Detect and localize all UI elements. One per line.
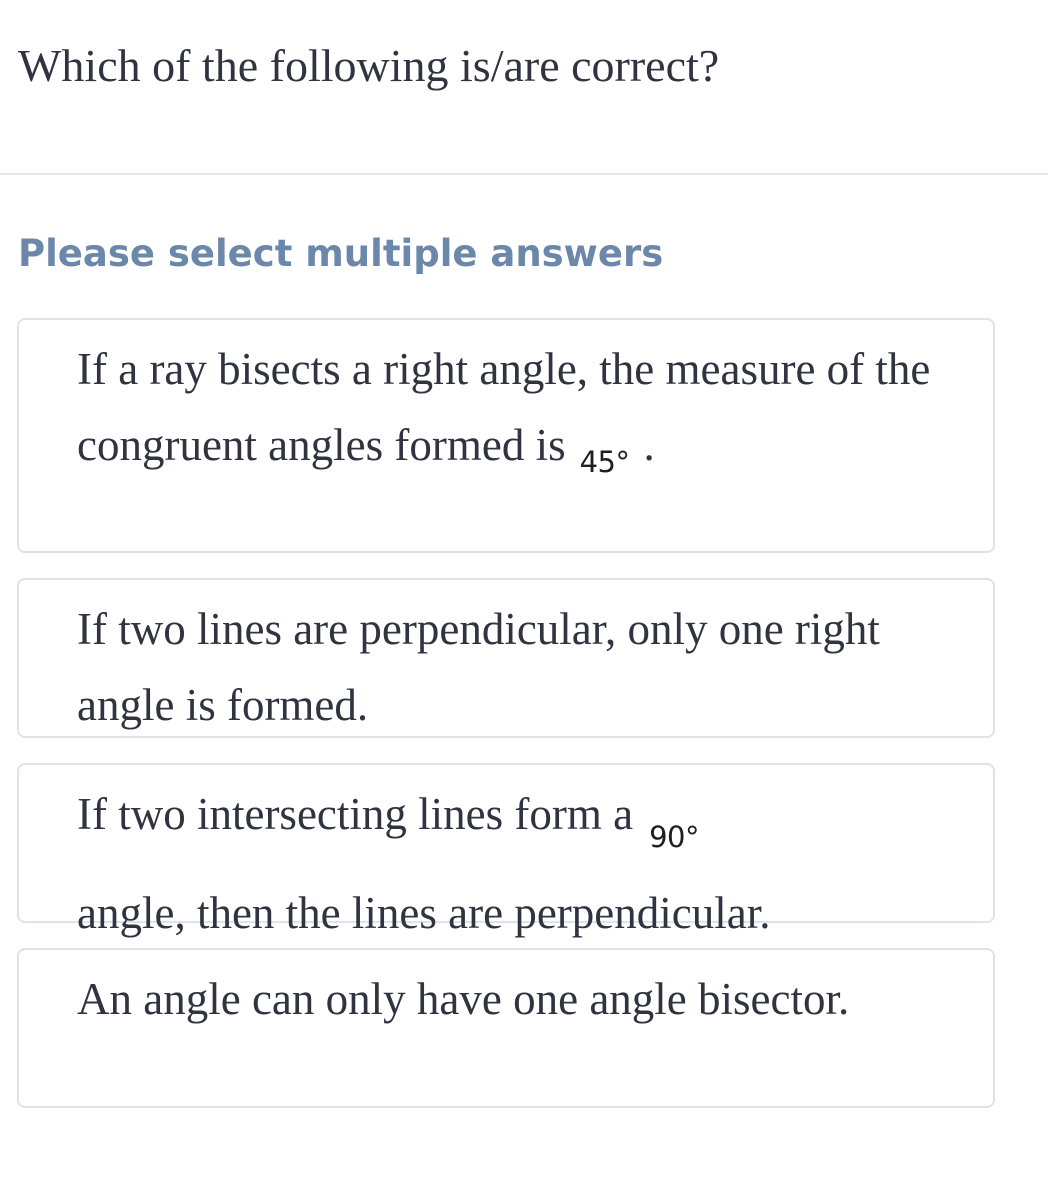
answer-option-2[interactable] [17,578,995,738]
angle-90-math: 90° [649,820,699,854]
answer-option-2-label: If two lines are perpendicular, only one right angle is formed. [77,604,880,730]
answer-option-4-label: An angle can only have one angle bisector. [77,974,850,1024]
answer-option-3-text-after: angle, then the lines are perpendicular. [77,888,771,938]
angle-45-math: 45° [579,445,630,479]
answer-option-1-period: . [643,420,655,470]
answer-option-3-text-before: If two intersecting lines form a [77,789,634,839]
divider [0,173,1048,175]
answer-option-1-label [77,331,957,500]
answer-option-1[interactable] [17,318,995,553]
answer-option-4[interactable] [17,948,995,1108]
answer-option-3-label [77,776,957,951]
instruction-text: Please select multiple answers [18,232,664,275]
answer-option-3[interactable] [17,763,995,938]
question-text: Which of the following is/are correct? [18,40,720,91]
answer-option-1-text: If a ray bisects a right angle, the measure of the congruent angles formed is [77,344,931,470]
